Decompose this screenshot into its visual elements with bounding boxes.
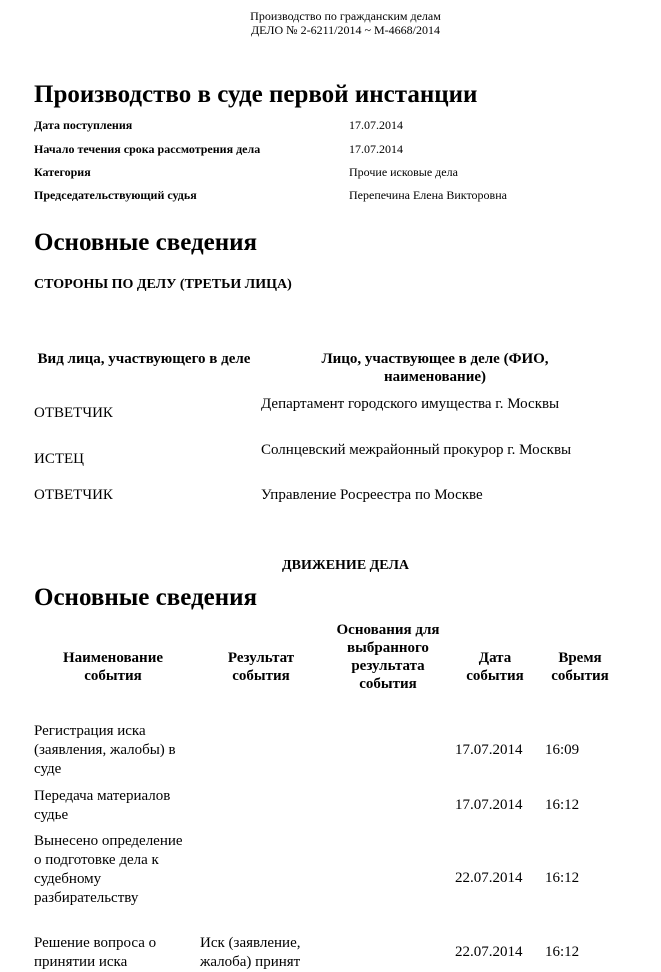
info-value: 17.07.2014 bbox=[349, 118, 403, 132]
event-time: 16:09 bbox=[545, 742, 580, 758]
main-info-title: Основные сведения bbox=[34, 229, 258, 256]
info-label: Дата поступления bbox=[34, 118, 133, 132]
info-value: Прочие исковые дела bbox=[349, 165, 458, 179]
document-header bbox=[0, 9, 661, 37]
event-name: Вынесено определение о подготовке дела к судебному разбирательству bbox=[34, 833, 183, 906]
parties-heading: СТОРОНЫ ПО ДЕЛУ (ТРЕТЬИ ЛИЦА) bbox=[34, 277, 292, 292]
party-type: ИСТЕЦ bbox=[34, 451, 84, 467]
event-date: 22.07.2014 bbox=[455, 944, 523, 960]
party-name: Департамент городского имущества г. Москвы bbox=[261, 396, 560, 412]
column-header: Вид лица, участвующего в деле bbox=[37, 351, 251, 367]
column-header: Время события bbox=[551, 650, 609, 684]
info-value: Перепечина Елена Викторовна bbox=[349, 188, 507, 202]
event-name: Решение вопроса о принятии иска bbox=[34, 935, 157, 970]
info-value: 17.07.2014 bbox=[349, 142, 403, 156]
event-date: 17.07.2014 bbox=[455, 742, 523, 758]
movement-heading: ДВИЖЕНИЕ ДЕЛА bbox=[282, 558, 409, 573]
event-time: 16:12 bbox=[545, 870, 580, 886]
event-name: Регистрация иска (заявления, жалобы) в суде bbox=[34, 723, 176, 777]
column-header: Основания для выбранного результата события bbox=[336, 622, 440, 692]
column-header: Дата события bbox=[466, 650, 524, 684]
event-date: 17.07.2014 bbox=[455, 797, 523, 813]
event-time: 16:12 bbox=[545, 944, 580, 960]
party-type: ОТВЕТЧИК bbox=[34, 487, 113, 503]
first-instance-title: Производство в суде первой инстанции bbox=[34, 81, 478, 108]
column-header: Лицо, участвующее в деле (ФИО, наименование) bbox=[321, 351, 549, 385]
column-header: Наименование события bbox=[63, 650, 163, 684]
event-name: Передача материалов судье bbox=[34, 788, 171, 823]
event-time: 16:12 bbox=[545, 797, 580, 813]
event-date: 22.07.2014 bbox=[455, 870, 523, 886]
info-label: Категория bbox=[34, 165, 91, 179]
party-name: Солнцевский межрайонный прокурор г. Москвы bbox=[261, 442, 572, 458]
info-label: Председательствующий судья bbox=[34, 188, 197, 202]
info-label: Начало течения срока рассмотрения дела bbox=[34, 142, 261, 156]
party-name: Управление Росреестра по Москве bbox=[261, 487, 483, 503]
event-result: Иск (заявление, жалоба) принят bbox=[200, 935, 301, 970]
proceeding-type: Производство по гражданским делам bbox=[250, 9, 441, 23]
column-header: Результат события bbox=[227, 650, 295, 684]
party-type: ОТВЕТЧИК bbox=[34, 405, 113, 421]
movement-title: Основные сведения bbox=[34, 584, 258, 611]
case-number: ДЕЛО № 2-6211/2014 ~ М-4668/2014 bbox=[251, 23, 440, 37]
